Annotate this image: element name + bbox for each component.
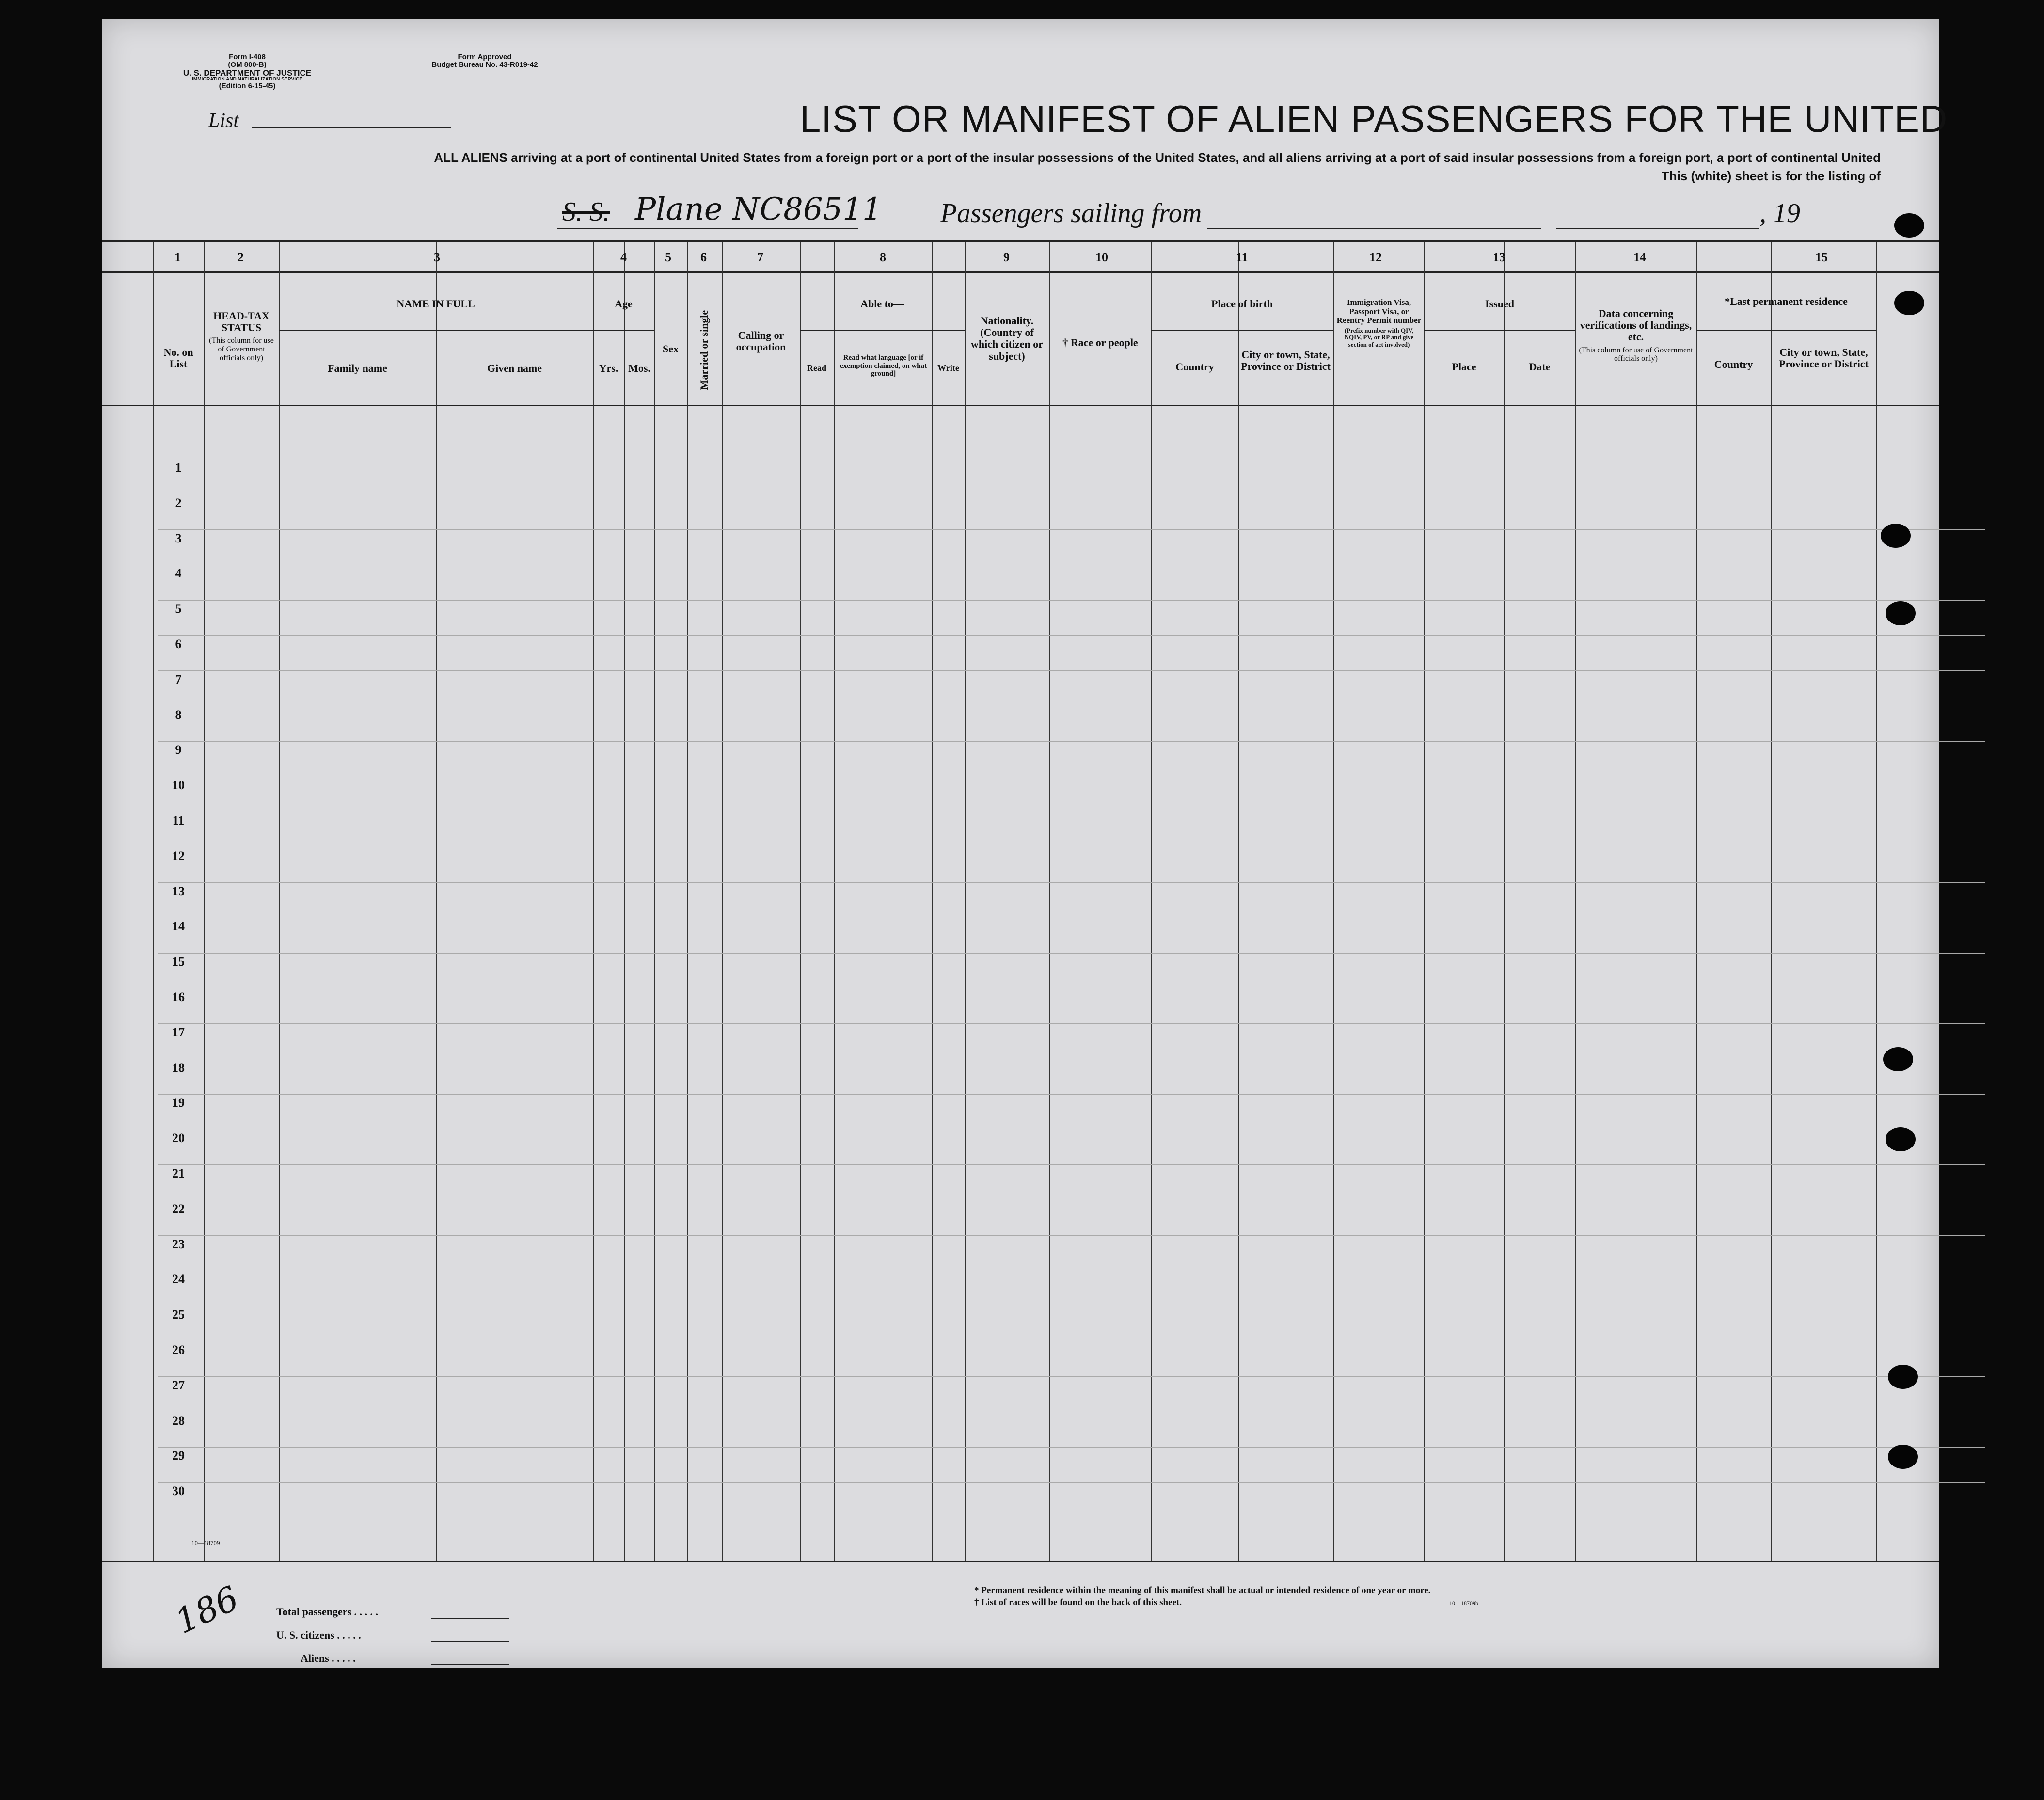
binding-hole (1886, 601, 1916, 625)
form-approved: Form Approved (458, 53, 512, 61)
able-subrule (800, 330, 965, 331)
row-line (158, 670, 1985, 671)
row-number: 11 (172, 813, 185, 828)
subtitle-line-1: ALL ALIENS arriving at a port of continental United States from a foreign port or a port of the insular possessions of the United States, and all aliens arriving at a port of said insular possessions from a foreign port, a port of continental United (434, 150, 1881, 165)
col-line (687, 242, 688, 1561)
row-number: 24 (172, 1272, 185, 1287)
row-number: 26 (172, 1343, 185, 1357)
om-number: (OM 800-B) (228, 60, 267, 69)
row-number: 21 (172, 1166, 185, 1180)
form-number: Form I-408 (229, 53, 266, 61)
row-number: 12 (172, 848, 185, 863)
year-prefix: , 19 (1759, 198, 1800, 228)
row-number: 23 (172, 1237, 185, 1251)
row-number: 25 (172, 1307, 185, 1322)
residence-subrule (1696, 330, 1876, 331)
header-number-rule (102, 271, 1939, 273)
total-passengers-label: Total passengers . . . . . (276, 1606, 379, 1618)
row-line (158, 953, 1985, 954)
header-age-yrs: Yrs. (599, 362, 618, 374)
header-age: Age (615, 298, 633, 310)
issued-subrule (1424, 330, 1575, 331)
edition: (Edition 6-15-45) (219, 81, 276, 90)
col-number-3: 3 (434, 250, 440, 264)
name-subrule (279, 330, 593, 331)
header-name-in-full: NAME IN FULL (396, 298, 475, 310)
races-note: † List of races will be found on the back of this sheet. (974, 1597, 1182, 1608)
budget-number: Budget Bureau No. 43-R019-42 (431, 60, 538, 69)
passengers-sailing-from-label: Passengers sailing from (940, 198, 1202, 228)
list-line (252, 127, 451, 128)
row-number: 1 (175, 461, 182, 475)
row-number: 29 (172, 1449, 185, 1463)
row-number: 28 (172, 1413, 185, 1428)
row-line (158, 529, 1985, 530)
us-citizens-line (431, 1641, 509, 1642)
header-res-country: Country (1714, 358, 1753, 370)
col-number-1: 1 (174, 250, 181, 264)
header-data-concerning (1578, 308, 1694, 363)
age-subrule (593, 330, 654, 331)
col-line (932, 242, 933, 1561)
header-last-residence: *Last permanent residence (1725, 295, 1848, 307)
col-line (834, 242, 835, 1561)
col-number-8: 8 (880, 250, 886, 264)
col-line (1424, 242, 1425, 1561)
col-line (654, 242, 655, 1561)
col-line (1876, 242, 1877, 1561)
col-number-6: 6 (700, 250, 707, 264)
row-number: 10 (172, 778, 185, 793)
head-tax-note: (This column for use of Government officials only) (209, 336, 274, 362)
row-number: 27 (172, 1378, 185, 1392)
row-line (158, 1094, 1985, 1095)
table-bottom-rule (102, 1561, 1939, 1562)
footer-code: 10—18709b (1449, 1600, 1478, 1607)
header-birth-country: Country (1175, 361, 1214, 373)
row-number: 17 (172, 1025, 185, 1039)
row-number: 13 (172, 884, 185, 898)
col-line (624, 242, 625, 1561)
col-line (593, 242, 594, 1561)
binding-hole (1883, 1047, 1913, 1071)
col-number-15: 15 (1815, 250, 1828, 264)
binding-hole (1881, 524, 1911, 548)
row-line (158, 1447, 1985, 1448)
birth-subrule (1151, 330, 1333, 331)
col-line (1504, 242, 1505, 1561)
us-citizens-label: U. S. citizens . . . . . (276, 1629, 361, 1641)
header-read: Read (807, 363, 826, 373)
header-issued: Issued (1485, 298, 1514, 310)
list-label-text: List (208, 110, 239, 132)
header-no-on-list: No. on List (163, 346, 193, 370)
service: IMMIGRATION AND NATURALIZATION SERVICE (192, 77, 302, 82)
col-line (1333, 242, 1334, 1561)
row-number: 14 (172, 919, 185, 934)
binding-hole (1888, 1365, 1918, 1389)
col-number-5: 5 (665, 250, 671, 264)
row-line (158, 635, 1985, 636)
row-line (158, 741, 1985, 742)
vessel-name-handwritten: Plane NC86511 (635, 191, 882, 227)
header-birth-city: City or town, State, Province or District (1241, 349, 1331, 373)
col-line (1696, 242, 1697, 1561)
row-number: 18 (172, 1060, 185, 1075)
vessel-line (557, 228, 858, 229)
header-visa (1335, 298, 1423, 348)
visa-note: (Prefix number with QIV, NQIV, PV, or RP and give section of act involved) (1344, 327, 1414, 348)
header-married-or-single: Married or single (697, 310, 710, 390)
col-line (1049, 242, 1050, 1561)
row-number: 19 (172, 1096, 185, 1110)
row-number: 20 (172, 1131, 185, 1146)
header-write: Write (937, 363, 959, 373)
sailing-from-line (1207, 228, 1541, 229)
row-line (158, 1235, 1985, 1236)
manifest-sheet (102, 19, 1948, 1668)
department: U. S. DEPARTMENT OF JUSTICE (183, 68, 312, 78)
header-read-language: Read what language [or if exemption claimed, on what ground] (840, 354, 927, 378)
header-age-mos: Mos. (628, 362, 650, 374)
row-number: 30 (172, 1484, 185, 1498)
row-number: 15 (172, 955, 185, 969)
budget-block (412, 53, 557, 69)
header-nationality: Nationality. (Country of which citizen or subject) (970, 315, 1044, 362)
visa-title: Immigration Visa, Passport Visa, or Reentry Permit number (1336, 298, 1422, 325)
col-line (965, 242, 966, 1561)
row-line (158, 1482, 1985, 1483)
header-race: † Race or people (1062, 336, 1138, 349)
col-number-11: 11 (1236, 250, 1248, 264)
form-id-block (174, 53, 320, 90)
col-line (436, 242, 437, 1561)
total-passengers-line (431, 1618, 509, 1619)
vessel-prefix: S. S. (562, 197, 610, 227)
aliens-label: Aliens . . . . . (301, 1652, 356, 1664)
col-number-14: 14 (1633, 250, 1646, 264)
header-bottom-rule (102, 405, 1939, 406)
col-line (279, 242, 280, 1561)
row-number: 7 (175, 672, 182, 686)
header-calling: Calling or occupation (736, 329, 786, 353)
handwritten-page-number: 186 (169, 1578, 245, 1642)
row-number: 16 (172, 990, 185, 1004)
col-number-12: 12 (1369, 250, 1382, 264)
col-line (1771, 242, 1772, 1561)
row-number: 22 (172, 1201, 185, 1216)
col-line (722, 242, 723, 1561)
row-number: 8 (175, 707, 182, 722)
header-issued-date: Date (1529, 361, 1551, 373)
page-title: LIST OR MANIFEST OF ALIEN PASSENGERS FOR THE UNITED (800, 97, 1948, 140)
header-issued-place: Place (1452, 361, 1476, 373)
header-top-rule (102, 240, 1939, 242)
header-able-to: Able to— (860, 298, 904, 310)
row-line (158, 882, 1985, 883)
binding-hole (1894, 213, 1924, 238)
col-number-2: 2 (238, 250, 244, 264)
row-number: 5 (175, 602, 182, 616)
binding-hole (1894, 291, 1924, 315)
header-given-name: Given name (487, 362, 542, 374)
row-line (158, 1376, 1985, 1377)
col-line (204, 242, 205, 1561)
row-number: 3 (175, 531, 182, 545)
row-line (158, 600, 1985, 601)
row-line (158, 1164, 1985, 1165)
row-number: 6 (175, 637, 182, 651)
col-line (1575, 242, 1576, 1561)
subtitle-line-2: This (white) sheet is for the listing of (1661, 169, 1881, 183)
header-sex: Sex (663, 343, 679, 355)
binding-hole (1888, 1445, 1918, 1469)
row-number: 4 (175, 566, 182, 581)
head-tax-title: HEAD-TAX STATUS (213, 310, 269, 334)
header-res-city: City or town, State, Province or District (1779, 346, 1869, 370)
residence-note: * Permanent residence within the meaning of this manifest shall be actual or intended residence of one year or more. (974, 1585, 1431, 1595)
col-line (1151, 242, 1152, 1561)
header-place-of-birth: Place of birth (1211, 298, 1273, 310)
data-note: (This column for use of Government officials only) (1579, 346, 1693, 363)
list-label (208, 109, 239, 132)
col-number-10: 10 (1095, 250, 1108, 264)
data-title: Data concerning verifications of landings, etc. (1580, 307, 1692, 343)
col-number-13: 13 (1493, 250, 1505, 264)
col-number-9: 9 (1003, 250, 1010, 264)
header-head-tax (206, 310, 277, 362)
print-code: 10—18709 (191, 1539, 220, 1546)
date-line (1556, 228, 1759, 229)
binding-hole (1886, 1127, 1916, 1151)
header-family-name: Family name (328, 362, 387, 374)
col-number-4: 4 (620, 250, 627, 264)
row-number: 9 (175, 743, 182, 757)
col-line (800, 242, 801, 1561)
col-number-7: 7 (757, 250, 763, 264)
row-number: 2 (175, 495, 182, 510)
col-line (1238, 242, 1239, 1561)
aliens-line (431, 1664, 509, 1665)
col-line (153, 242, 154, 1561)
row-line (158, 1023, 1985, 1024)
